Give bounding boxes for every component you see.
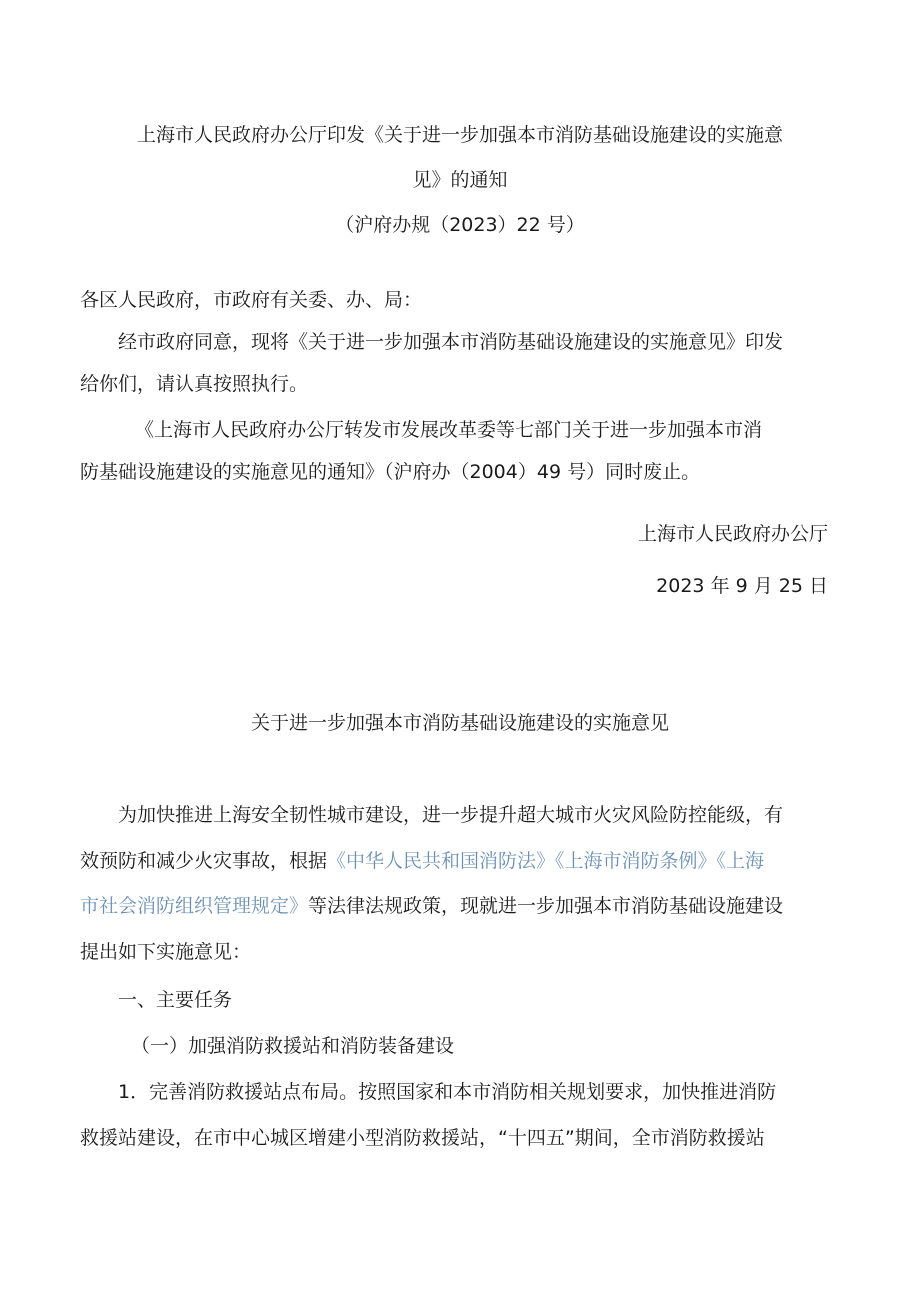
fire-law-link[interactable]: 《中华人民共和国消防法》 [327, 850, 556, 872]
notice-date: 2023 年 9 月 25 日 [656, 575, 828, 597]
shanghai-fire-regulation-link[interactable]: 《上海市消防条例》 [555, 850, 717, 872]
notice-para2-line2: 防基础设施建设的实施意见的通知》（沪府办（2004）49 号）同时废止。 [80, 461, 701, 483]
notice-salutation: 各区人民政府，市政府有关委、办、局： [80, 289, 423, 311]
item1-line2: 救援站建设，在市中心城区增建小型消防救援站，“十四五”期间，全市消防救援站 [80, 1127, 765, 1149]
notice-para1-line2: 给你们，请认真按照执行。 [80, 373, 309, 395]
opinion-intro-line4: 提出如下实施意见： [80, 941, 252, 963]
intro-line2-text: 效预防和减少火灾事故，根据 [80, 850, 328, 872]
intro-line3-text: 等法律法规政策，现就进一步加强本市消防基础设施建设 [308, 895, 784, 917]
notice-issuer: 上海市人民政府办公厅 [637, 523, 828, 545]
notice-doc-number: （沪府办规（2023）22 号） [335, 214, 585, 236]
section1-heading: 一、主要任务 [118, 989, 233, 1011]
notice-para1-line1: 经市政府同意，现将《关于进一步加强本市消防基础设施建设的实施意见》印发 [118, 331, 784, 353]
notice-para2-line1: 《上海市人民政府办公厅转发市发展改革委等七部门关于进一步加强本市消 [135, 419, 763, 441]
opinion-intro-line3 [80, 892, 783, 920]
notice-title-line1: 上海市人民政府办公厅印发《关于进一步加强本市消防基础设施建设的实施意 [136, 124, 783, 146]
subsection1-heading: （一）加强消防救援站和消防装备建设 [131, 1035, 455, 1057]
social-fire-org-rule-link-part1[interactable]: 《上海 [716, 850, 765, 872]
social-fire-org-rule-link-part2[interactable]: 市社会消防组织管理规定》 [80, 895, 309, 917]
opinion-intro-line2 [80, 847, 764, 875]
opinion-intro-line1: 为加快推进上海安全韧性城市建设，进一步提升超大城市火灾风险防控能级，有 [118, 804, 784, 826]
opinion-title: 关于进一步加强本市消防基础设施建设的实施意见 [250, 712, 669, 734]
notice-title-line2: 见》的通知 [412, 169, 508, 191]
item1-line1: 1．完善消防救援站点布局。按照国家和本市消防相关规划要求，加快推进消防 [118, 1081, 777, 1103]
